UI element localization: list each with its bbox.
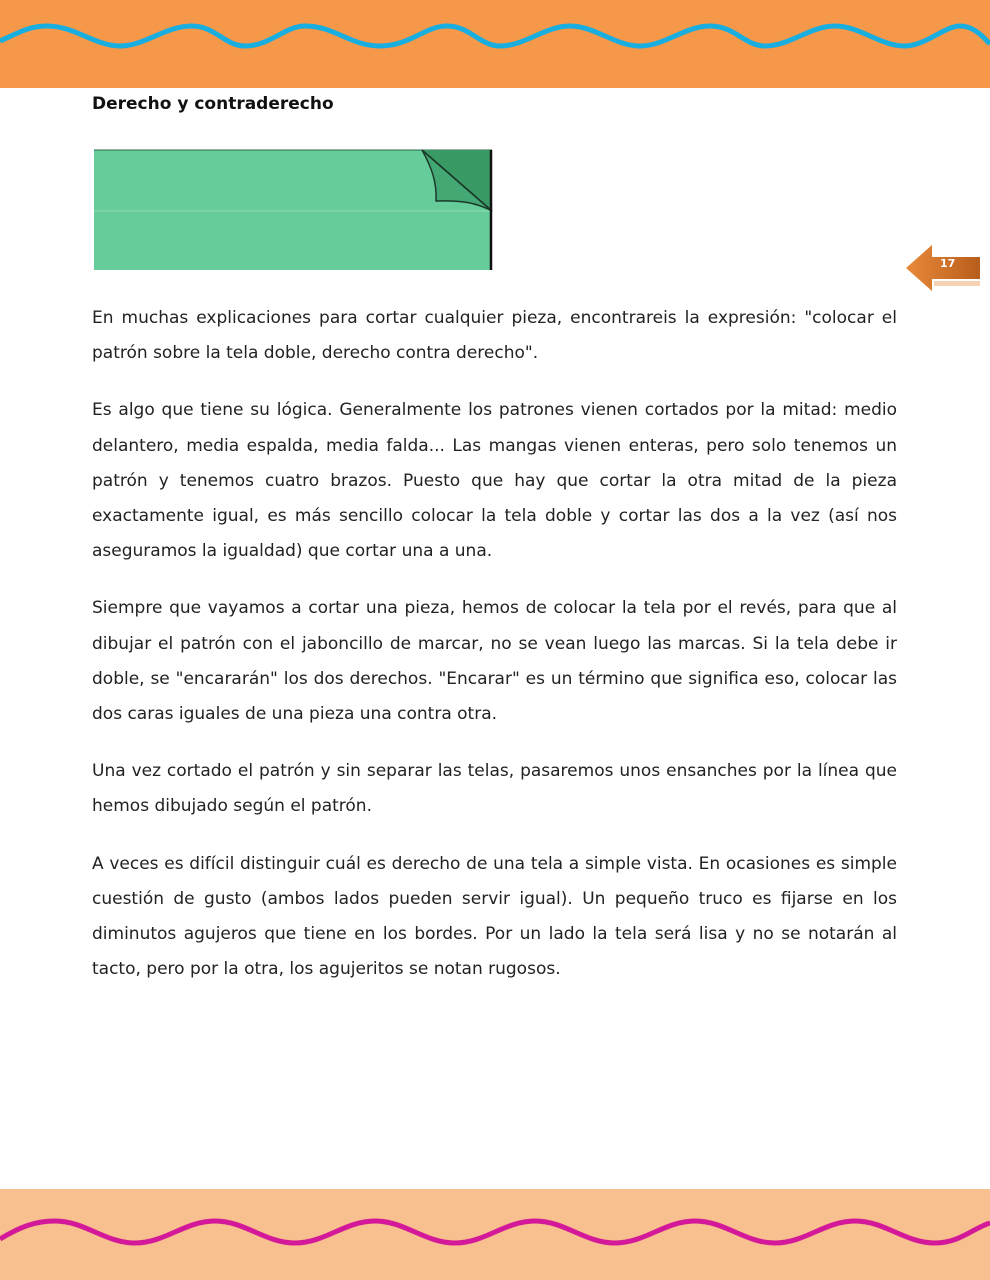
header-wave-decoration [0, 14, 990, 54]
page-header-band [0, 0, 990, 88]
paragraph: Siempre que vayamos a cortar una pieza, hemos de colocar la tela por el revés, para que al dibujar el patrón con el jaboncillo de marcar, no se vean luego las marcas. Si la tela debe ir doble, se "encararán" los dos derechos. "Encarar" es un término que significa eso, colocar las dos caras iguales de una pieza una contra otra. [92, 598, 897, 725]
paragraph: A veces es difícil distinguir cuál es derecho de una tela a simple vista. En ocasiones es simple cuestión de gusto (ambos lados pueden servir igual). Un pequeño truco es fijarse en los diminutos agujeros que tiene en los bordes. Por un lado la tela será lisa y no se notarán al tacto, pero por la otra, los agujeritos se notan rugosos. [92, 853, 897, 980]
page-footer-band [0, 1189, 990, 1280]
section-title: Derecho y contraderecho [92, 94, 334, 114]
footer-wave-decoration [0, 1209, 990, 1253]
body-text [92, 301, 897, 1009]
paragraph: Es algo que tiene su lógica. Generalmente los patrones vienen cortados por la mitad: medio delantero, media espalda, media falda... Las mangas vienen enteras, pero solo tenemos un patrón y tenemos cuatro brazos. Puesto que hay que cortar la otra mitad de la pieza exactamente igual, es más sencillo colocar la tela doble y cortar las dos a la vez (así nos aseguramos la igualdad) que cortar una a una. [92, 400, 897, 562]
paragraph: En muchas explicaciones para cortar cualquier pieza, encontrareis la expresión: "colocar el patrón sobre la tela doble, derecho contra derecho". [92, 308, 897, 364]
paragraph: Una vez cortado el patrón y sin separar las telas, pasaremos unos ensanches por la línea que hemos dibujado según el patrón. [92, 761, 897, 817]
fabric-fold-illustration [92, 148, 496, 272]
page-number: 17 [940, 257, 956, 270]
